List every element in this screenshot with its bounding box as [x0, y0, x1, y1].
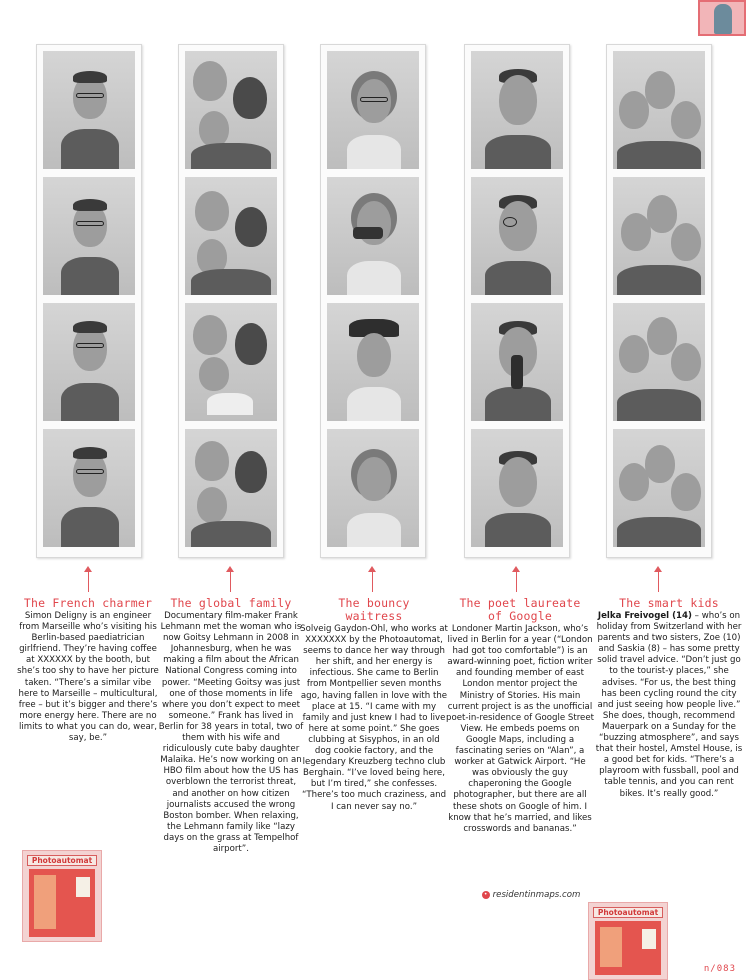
- column-body: Solveig Gaydon-Ohl, who works at XXXXXXX by the Photoautomat, seems to dance her way through her shift, and her energy is infectious. She came to Berlin from Montpellier seven months ago, having fallen in love with the place at 15. “I came with my family and just knew I had to live here at some point.” She goes clubbing at Sisyphos, in an old dog cookie factory, and the legendary Kreuzberg techno club Berghain. “I’ve loved being here, but I’m tired,” she confesses. “There’s too much craziness, and I can never say no.”: [300, 624, 448, 812]
- column-heading: The French charmer: [23, 596, 153, 610]
- thumbnail-figure: [714, 4, 732, 34]
- photoautomat-booth-image: [588, 902, 668, 980]
- photo-frame: [43, 177, 135, 295]
- photo-frame: [43, 51, 135, 169]
- booth-curtain: [34, 875, 56, 929]
- booth-panel: [76, 877, 90, 897]
- column-body: [594, 611, 744, 800]
- photo-strip-global-family: [178, 44, 284, 558]
- location-pin-icon: •: [482, 891, 490, 899]
- photo-frame: [471, 429, 563, 547]
- photo-frame: [613, 51, 705, 169]
- arrow-up-icon: [368, 566, 378, 594]
- column-body: Simon Deligny is an engineer from Marseille who’s visiting his Berlin-based paediatrician girlfriend. They’re having coffee at XXXXXX by the booth, but she’s too shy to have her picture taken. “There’s a similar vibe here to Marseille – multicultural, free – but it’s bigger and there’s more energy here. There are no limits to what you can do, wear, say, be.”: [17, 611, 159, 744]
- photo-frame: [327, 303, 419, 421]
- photo-frame: [327, 429, 419, 547]
- booth-panel: [642, 929, 656, 949]
- column-heading: The global family: [170, 596, 292, 610]
- article-column-poet-laureate: [446, 597, 594, 835]
- photo-strip-poet-laureate: [464, 44, 570, 558]
- photo-frame: [43, 429, 135, 547]
- photo-frame: [613, 177, 705, 295]
- page-number: [704, 964, 736, 974]
- corner-thumbnail-photo: [698, 0, 746, 36]
- photo-frame: [471, 303, 563, 421]
- article-column-smart-kids: [594, 597, 744, 800]
- column-heading: The bouncy waitress: [338, 596, 410, 623]
- photo-frame: [613, 429, 705, 547]
- attribution-text: residentinmaps.com: [492, 890, 581, 900]
- article-column-french-charmer: [14, 597, 162, 744]
- photoautomat-booth-image: [22, 850, 102, 942]
- photo-frame: [185, 51, 277, 169]
- booth-body: [29, 869, 95, 937]
- page-number-value: 083: [716, 964, 736, 974]
- photo-frame: [327, 51, 419, 169]
- attribution-link[interactable]: [466, 890, 596, 900]
- photo-frame: [471, 177, 563, 295]
- booth-sign: Photoautomat: [27, 855, 97, 866]
- photo-strip-french-charmer: [36, 44, 142, 558]
- arrow-up-icon: [512, 566, 522, 594]
- booth-sign: Photoautomat: [593, 907, 663, 918]
- arrow-up-icon: [226, 566, 236, 594]
- column-heading: The smart kids: [619, 596, 719, 610]
- photo-frame: [43, 303, 135, 421]
- photo-strip-bouncy-waitress: [320, 44, 426, 558]
- photo-frame: [613, 303, 705, 421]
- photo-frame: [185, 429, 277, 547]
- column-lead: Jelka Freivogel (14): [597, 611, 692, 621]
- page-number-prefix: n/: [703, 964, 717, 974]
- article-column-global-family: [157, 597, 305, 855]
- photo-frame: [327, 177, 419, 295]
- photo-strip-smart-kids: [606, 44, 712, 558]
- arrow-up-icon: [654, 566, 664, 594]
- article-column-bouncy-waitress: [300, 597, 448, 813]
- column-body: Documentary film-maker Frank Lehmann met the woman who is now Goitsy Lehmann in 2008 in Johannesburg, when he was making a film about the African National Congress coming into power. “Meeting Goitsy was just one of those moments in life where you don’t expect to meet someone.” Frank has lived in Berlin for 38 years in total, two of them with his wife and ridiculously cute baby daughter Malaika. He’s now working on an HBO film about how the US has overblown the terrorist threat, and another on how citizen journalists accused the wrong Boston bomber. When relaxing, the Lehmann family like “lazy days on the grass at Tempelhof airport”.: [158, 611, 304, 854]
- booth-curtain: [600, 927, 622, 967]
- column-body: Londoner Martin Jackson, who’s lived in Berlin for a year (“London had got too comfortable”) is an award-winning poet, fiction writer and founding member of east London mentor project the Ministry of Stories. His main current project is as the unofficial poet-in-residence of Google Street View. He embeds poems on Google Maps, including a fascinating series on “Alan”, a worker at Gatwick Airport. “He was obviously the guy chaperoning the Google photographer, but there are all these shots on Google of him. I know that he’s married, and likes crosswords and bananas.”: [446, 624, 594, 834]
- booth-body: [595, 921, 661, 975]
- column-body-rest: – who’s on holiday from Switzerland with her parents and two sisters, Zoe (10) and Saskia (8) – has some pretty solid travel advice. “Don’t just go to the tourist-y places,” she advises. “For us, the best thing has been cycling round the city and just seeing how people live.” She does, though, recommend Mauerpark on a Sunday for the “buzzing atmosphere”, and says that their hostel, Amstel House, is a good bet for kids. “There’s a playroom with fussball, pool and table tennis, and you can rent bikes. It’s really good.”: [595, 611, 743, 799]
- photo-frame: [471, 51, 563, 169]
- photo-frame: [185, 303, 277, 421]
- photo-frame: [185, 177, 277, 295]
- column-heading: The poet laureate of Google: [459, 596, 581, 623]
- arrow-up-icon: [84, 566, 94, 594]
